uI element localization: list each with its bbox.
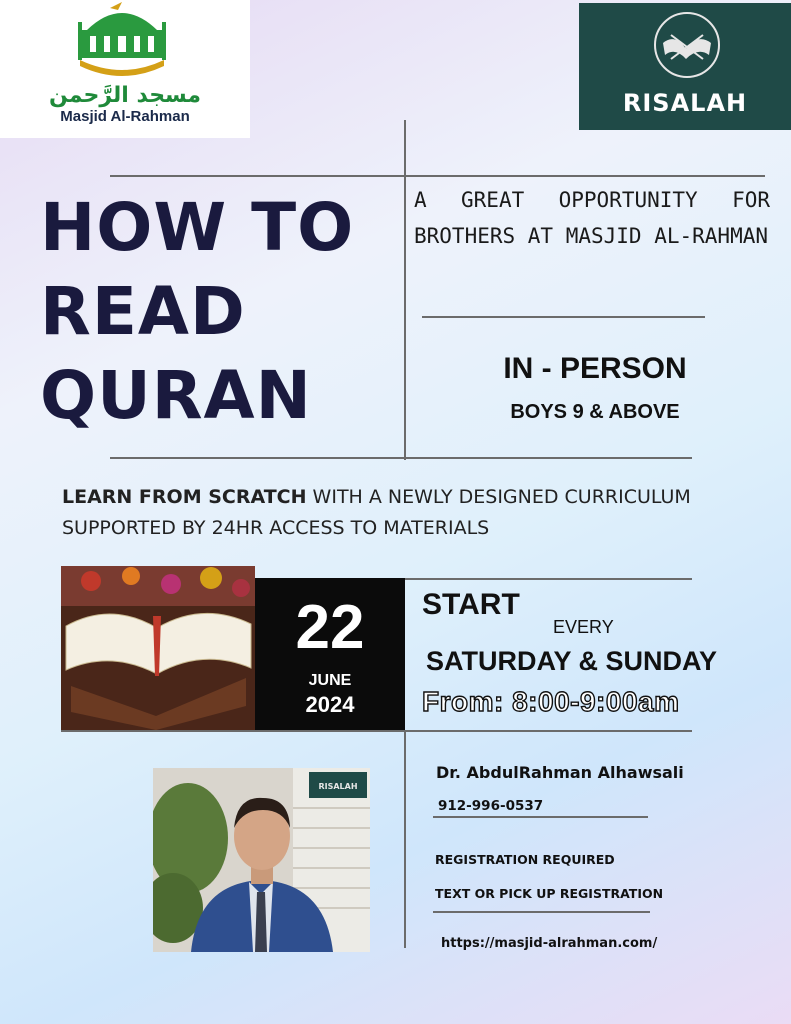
risalah-wordmark: RISALAH (622, 89, 748, 117)
risalah-logo (579, 3, 791, 130)
quran-photo (61, 566, 255, 730)
divider-right-top (405, 175, 765, 177)
instructor-name: Dr. AbdulRahman Alhawsali (436, 763, 684, 782)
instructor-image (153, 768, 370, 952)
schedule-days: SATURDAY & SUNDAY (426, 646, 718, 676)
opportunity-text: A GREAT OPPORTUNITY FOR BROTHERS AT MASJID AL-RAHMAN (414, 188, 770, 248)
title-line-3: QURAN (40, 357, 312, 434)
schedule-time: From: 8:00-9:00am (422, 686, 680, 717)
divider-schedule-bottom (61, 730, 692, 732)
registration-required: REGISTRATION REQUIRED (435, 852, 615, 867)
divider-vertical-bottom (404, 730, 406, 948)
every-label: EVERY (553, 617, 614, 637)
divider-phone (433, 816, 648, 818)
start-month: JUNE (308, 672, 352, 689)
divider-registration (433, 911, 650, 913)
masjid-logo (0, 0, 250, 138)
photo-risalah-badge: RISALAH (318, 782, 358, 791)
open-book-icon (579, 3, 791, 83)
start-day: 22 (295, 593, 365, 662)
divider-vertical-top (404, 120, 406, 460)
title-line-2: READ (40, 273, 246, 350)
event-title (40, 186, 380, 438)
start-year: 2024 (305, 692, 355, 717)
title-line-1: HOW TO (40, 189, 355, 266)
contact-phone[interactable]: 912-996-0537 (438, 798, 544, 814)
start-date-box (255, 578, 405, 730)
masjid-english-name: Masjid Al-Rahman (60, 108, 190, 125)
start-label: START (422, 588, 520, 621)
quran-book-image (61, 566, 255, 730)
divider-middle (110, 457, 692, 459)
divider-right-mid (422, 316, 705, 318)
audience-text: BOYS 9 & ABOVE (510, 401, 680, 423)
curriculum-description (62, 482, 762, 544)
divider-schedule-top (405, 578, 692, 580)
website-link[interactable]: https://masjid-alrahman.com/ (441, 936, 658, 951)
mosque-icon (0, 0, 250, 85)
format-mode: IN - PERSON (503, 352, 687, 385)
divider-top (110, 175, 405, 177)
curriculum-rest: WITH A NEWLY DESIGNED CURRICULUM SUPPORTED BY 24HR ACCESS TO MATERIALS (62, 486, 691, 539)
curriculum-highlight: LEARN FROM SCRATCH (62, 486, 307, 508)
registration-method: TEXT OR PICK UP REGISTRATION (435, 886, 664, 901)
instructor-photo (153, 768, 370, 952)
masjid-arabic-name: مسجد الرَّحمن (48, 83, 202, 108)
